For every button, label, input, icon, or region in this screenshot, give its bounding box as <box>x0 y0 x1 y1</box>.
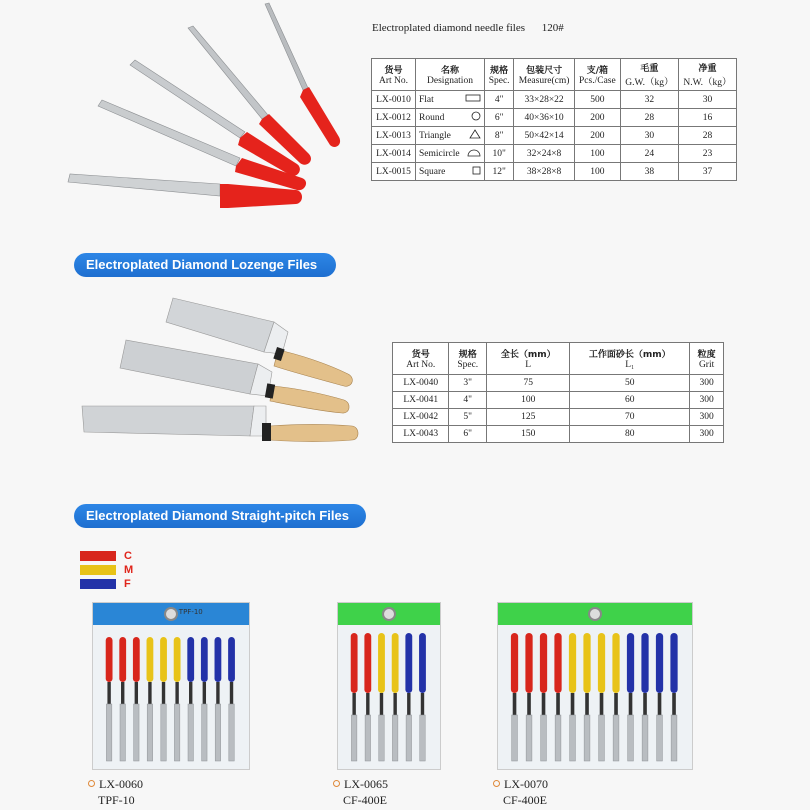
needle-files-heading <box>372 22 564 34</box>
header-cell: 全长（mm） L <box>487 343 570 375</box>
length-cell: 125 <box>487 409 570 426</box>
file-blade <box>392 715 397 761</box>
file-shank <box>527 693 531 715</box>
file-handle <box>106 637 113 682</box>
measure-cell: 33×28×22 <box>514 91 575 109</box>
table-row <box>372 127 737 145</box>
pack-art-no: LX-0060 <box>99 777 143 791</box>
file-handle <box>187 637 194 682</box>
spec-cell: 10" <box>485 145 514 163</box>
header-cell: 包装尺寸 Measure(cm) <box>514 59 575 91</box>
file-blade <box>671 715 677 761</box>
file-blade <box>420 715 425 761</box>
file-pack <box>92 602 250 770</box>
square-shape-icon <box>472 166 481 178</box>
grommet-icon <box>588 607 602 621</box>
file-handle <box>511 633 518 693</box>
measure-cell: 50×42×14 <box>514 127 575 145</box>
grommet-icon <box>382 607 396 621</box>
spec-cell: 8" <box>485 127 514 145</box>
spec-cell: 5" <box>449 409 487 426</box>
file-blade <box>599 715 605 761</box>
semicircle-shape-icon <box>467 148 481 160</box>
nw-cell: 28 <box>678 127 736 145</box>
pack-files <box>338 625 440 769</box>
file-shank <box>393 693 396 715</box>
file-blade <box>174 704 179 761</box>
circle-shape-icon <box>471 111 481 124</box>
file-handle <box>419 633 426 693</box>
file-blade <box>379 715 384 761</box>
file-shank <box>162 682 165 704</box>
gw-cell: 32 <box>620 91 678 109</box>
nw-cell: 23 <box>678 145 736 163</box>
legend-item <box>80 564 133 576</box>
file-shank <box>629 693 633 715</box>
pack-header <box>93 603 249 625</box>
file-blade <box>215 704 220 761</box>
legend-label: F <box>124 578 131 590</box>
needle-files-title: Electroplated diamond needle files <box>372 22 526 34</box>
art-no-cell: LX-0013 <box>372 127 416 145</box>
pcs-cell: 100 <box>574 163 620 181</box>
header-cell: 规格 Spec. <box>485 59 514 91</box>
table-header-row <box>372 59 737 91</box>
pcs-cell: 100 <box>574 145 620 163</box>
spec-cell: 4" <box>449 392 487 409</box>
legend-swatch <box>80 565 116 575</box>
file-blade <box>365 715 370 761</box>
file-handle <box>378 633 385 693</box>
header-cell: 净重 N.W.（kg） <box>678 59 736 91</box>
pack-files <box>93 625 249 769</box>
table-row <box>372 163 737 181</box>
file-shank <box>107 682 110 704</box>
art-no-cell: LX-0040 <box>393 375 449 392</box>
work-length-cell: 50 <box>570 375 690 392</box>
file-shank <box>189 682 192 704</box>
art-no-cell: LX-0014 <box>372 145 416 163</box>
file-blade <box>541 715 547 761</box>
file-handle <box>405 633 412 693</box>
grit-cell: 300 <box>690 375 724 392</box>
file-blade <box>120 704 125 761</box>
file-blade <box>161 704 166 761</box>
file-handle <box>119 637 126 682</box>
pack-caption <box>493 776 548 808</box>
file-blade <box>657 715 663 761</box>
pack-model: CF-400E <box>503 793 548 807</box>
straight-pitch-files-heading: Electroplated Diamond Straight-pitch Files <box>74 504 366 528</box>
art-no-cell: LX-0043 <box>393 426 449 443</box>
file-handle <box>392 633 399 693</box>
file-handle <box>583 633 590 693</box>
table-row <box>372 91 737 109</box>
file-shank <box>658 693 662 715</box>
pack-model: CF-400E <box>343 793 388 807</box>
file-handle <box>656 633 663 693</box>
file-shank <box>366 693 369 715</box>
legend-item <box>80 550 132 562</box>
designation-cell: Flat <box>415 91 484 109</box>
file-shank <box>672 693 676 715</box>
header-cell: 规格 Spec. <box>449 343 487 375</box>
file-shank <box>542 693 546 715</box>
file-blade <box>555 715 561 761</box>
pack-art-no: LX-0065 <box>344 777 388 791</box>
file-blade <box>526 715 532 761</box>
file-shank <box>148 682 151 704</box>
designation-cell: Square <box>415 163 484 181</box>
rect-shape-icon <box>465 94 481 105</box>
nw-cell: 16 <box>678 109 736 127</box>
spec-cell: 12" <box>485 163 514 181</box>
file-handle <box>641 633 648 693</box>
needle-files-table <box>371 58 737 181</box>
file-blade <box>570 715 576 761</box>
needle-files-photo <box>60 0 360 225</box>
file-shank <box>585 693 589 715</box>
header-cell: 支/箱 Pcs./Case <box>574 59 620 91</box>
bullet-icon <box>493 780 500 787</box>
work-length-cell: 70 <box>570 409 690 426</box>
pack-files <box>498 625 692 769</box>
grit-cell: 300 <box>690 426 724 443</box>
file-handle <box>540 633 547 693</box>
spec-cell: 4" <box>485 91 514 109</box>
file-shank <box>230 682 233 704</box>
length-cell: 100 <box>487 392 570 409</box>
pack-label: TPF-10 <box>178 608 203 616</box>
designation-cell: Round <box>415 109 484 127</box>
art-no-cell: LX-0010 <box>372 91 416 109</box>
file-shank <box>614 693 618 715</box>
file-handle <box>351 633 358 693</box>
measure-cell: 38×28×8 <box>514 163 575 181</box>
file-shank <box>600 693 604 715</box>
art-no-cell: LX-0015 <box>372 163 416 181</box>
table-row <box>393 409 724 426</box>
header-cell: 工作面砂长（mm） L₁ <box>570 343 690 375</box>
file-shank <box>352 693 355 715</box>
file-handle <box>364 633 371 693</box>
file-handle <box>554 633 561 693</box>
art-no-cell: LX-0041 <box>393 392 449 409</box>
table-header-row <box>393 343 724 375</box>
gw-cell: 28 <box>620 109 678 127</box>
file-shank <box>380 693 383 715</box>
file-handle <box>174 637 181 682</box>
file-blade <box>229 704 234 761</box>
pcs-cell: 200 <box>574 109 620 127</box>
length-cell: 150 <box>487 426 570 443</box>
file-handle <box>215 637 222 682</box>
header-cell: 毛重 G.W.（kg） <box>620 59 678 91</box>
pcs-cell: 500 <box>574 91 620 109</box>
file-blade <box>147 704 152 761</box>
header-cell: 货号 Art No. <box>393 343 449 375</box>
file-handle <box>598 633 605 693</box>
bullet-icon <box>88 780 95 787</box>
gw-cell: 24 <box>620 145 678 163</box>
table-row <box>393 426 724 443</box>
file-pack <box>497 602 693 770</box>
file-blade <box>351 715 356 761</box>
pack-header <box>338 603 440 625</box>
legend-label: M <box>124 564 134 576</box>
table-row <box>372 145 737 163</box>
file-handle <box>147 637 154 682</box>
lozenge-files-photo <box>78 292 368 457</box>
length-cell: 75 <box>487 375 570 392</box>
pack-caption <box>333 776 388 808</box>
bullet-icon <box>333 780 340 787</box>
header-cell: 粒度 Grit <box>690 343 724 375</box>
file-handle <box>133 637 140 682</box>
file-handle <box>228 637 235 682</box>
gw-cell: 38 <box>620 163 678 181</box>
art-no-cell: LX-0012 <box>372 109 416 127</box>
file-blade <box>134 704 139 761</box>
lozenge-files-table <box>392 342 724 443</box>
file-shank <box>643 693 647 715</box>
spec-cell: 3" <box>449 375 487 392</box>
file-shank <box>407 693 410 715</box>
grit-cell: 300 <box>690 392 724 409</box>
file-shank <box>556 693 560 715</box>
needle-files-grit: 120# <box>541 22 564 34</box>
file-handle <box>201 637 208 682</box>
grit-cell: 300 <box>690 409 724 426</box>
file-handle <box>670 633 677 693</box>
gw-cell: 30 <box>620 127 678 145</box>
art-no-cell: LX-0042 <box>393 409 449 426</box>
measure-cell: 40×36×10 <box>514 109 575 127</box>
spec-cell: 6" <box>449 426 487 443</box>
legend-swatch <box>80 579 116 589</box>
pack-model: TPF-10 <box>98 793 135 807</box>
legend-item <box>80 578 131 590</box>
file-pack <box>337 602 441 770</box>
header-cell: 名称 Designation <box>415 59 484 91</box>
work-length-cell: 60 <box>570 392 690 409</box>
table-row <box>393 375 724 392</box>
measure-cell: 32×24×8 <box>514 145 575 163</box>
nw-cell: 30 <box>678 91 736 109</box>
file-handle <box>569 633 576 693</box>
file-blade <box>628 715 634 761</box>
file-handle <box>612 633 619 693</box>
triangle-shape-icon <box>469 129 481 142</box>
file-handle <box>160 637 167 682</box>
nw-cell: 37 <box>678 163 736 181</box>
file-shank <box>135 682 138 704</box>
header-cell: 货号 Art No. <box>372 59 416 91</box>
pcs-cell: 200 <box>574 127 620 145</box>
lozenge-files-heading: Electroplated Diamond Lozenge Files <box>74 253 336 277</box>
file-handle <box>627 633 634 693</box>
table-row <box>393 392 724 409</box>
file-shank <box>421 693 424 715</box>
file-shank <box>513 693 517 715</box>
file-blade <box>406 715 411 761</box>
file-shank <box>175 682 178 704</box>
work-length-cell: 80 <box>570 426 690 443</box>
table-row <box>372 109 737 127</box>
file-blade <box>202 704 207 761</box>
grommet-icon <box>164 607 178 621</box>
file-blade <box>106 704 111 761</box>
file-shank <box>203 682 206 704</box>
pack-header <box>498 603 692 625</box>
spec-cell: 6" <box>485 109 514 127</box>
legend-label: C <box>124 550 132 562</box>
file-blade <box>584 715 590 761</box>
file-blade <box>613 715 619 761</box>
file-shank <box>571 693 575 715</box>
designation-cell: Semicircle <box>415 145 484 163</box>
file-blade <box>512 715 518 761</box>
pack-art-no: LX-0070 <box>504 777 548 791</box>
pack-caption <box>88 776 143 808</box>
file-handle <box>525 633 532 693</box>
file-shank <box>216 682 219 704</box>
file-blade <box>642 715 648 761</box>
designation-cell: Triangle <box>415 127 484 145</box>
legend-swatch <box>80 551 116 561</box>
file-blade <box>188 704 193 761</box>
file-shank <box>121 682 124 704</box>
